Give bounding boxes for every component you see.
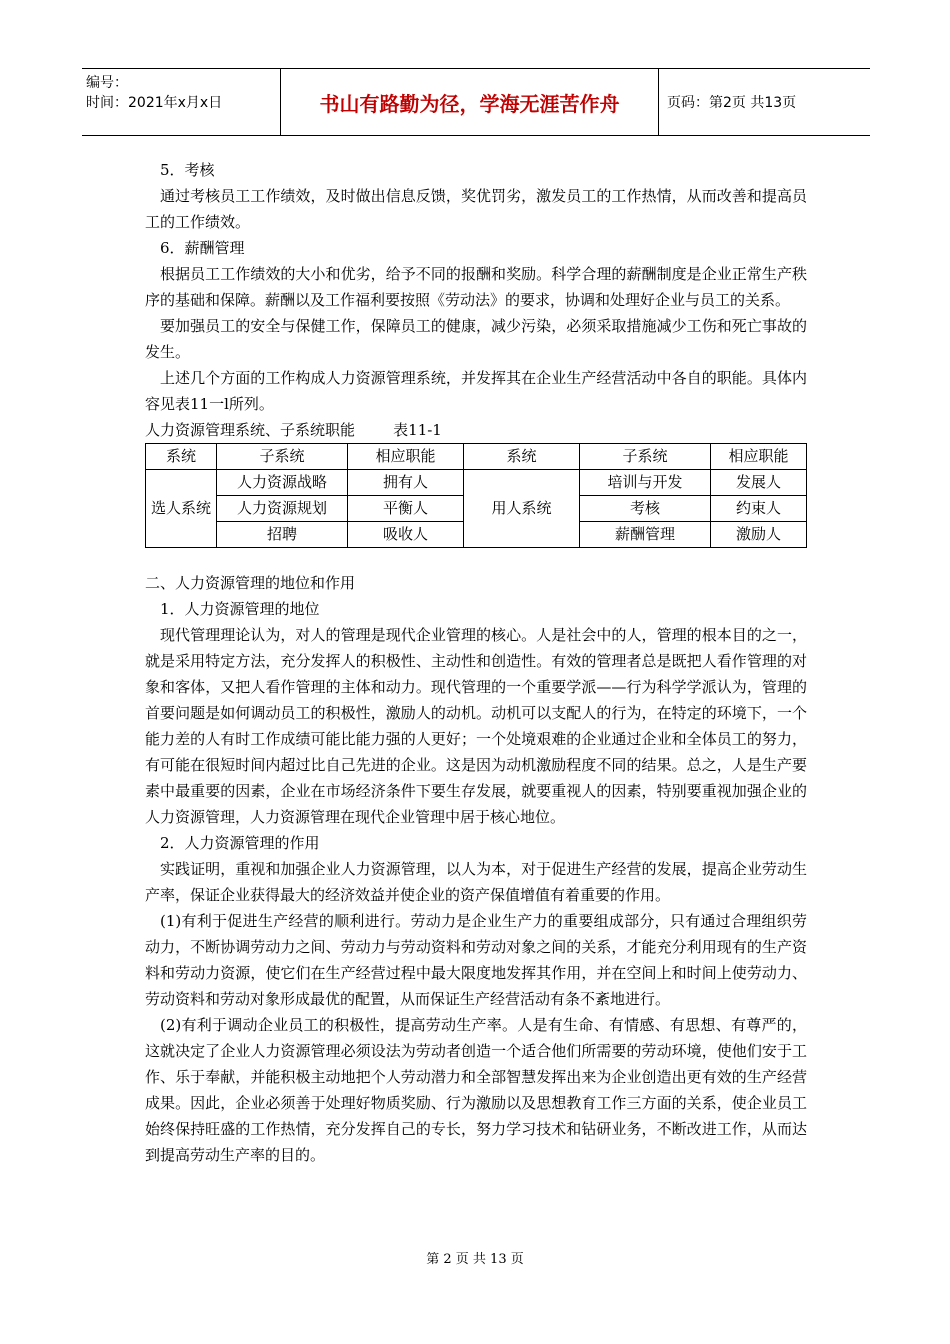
paragraph: 根据员工工作绩效的大小和优劣，给予不同的报酬和奖励。科学合理的薪酬制度是企业正常生产秩序的基础和保障。薪酬以及工作福利要按照《劳动法》的要求，协调和处理好企业与员工的关系。	[145, 265, 807, 309]
table-cell: 约束人	[711, 496, 807, 522]
section-heading: 6．薪酬管理	[160, 239, 245, 257]
table-cell: 拥有人	[348, 470, 464, 496]
paragraph: 上述几个方面的工作构成人力资源管理系统，并发挥其在企业生产经营活动中各自的职能。具体内容见表11一l所列。	[145, 369, 807, 413]
section-heading: 2．人力资源管理的作用	[160, 834, 320, 852]
paragraph: 通过考核员工工作绩效，及时做出信息反馈，奖优罚劣，激发员工的工作热情，从而改善和提高员工的工作绩效。	[145, 187, 807, 231]
table-cell-right-system: 用人系统	[464, 470, 580, 548]
header-meta	[82, 69, 281, 135]
header-page-info: 页码：第2页 共13页	[667, 95, 797, 111]
paragraph: 要加强员工的安全与保健工作，保障员工的健康，减少污染，必须采取措施减少工伤和死亡事故的发生。	[145, 317, 807, 361]
paragraph: 实践证明，重视和加强企业人力资源管理，以人为本，对于促进生产经营的发展，提高企业劳动生产率，保证企业获得最大的经济效益并使企业的资产保值增值有着重要的作用。	[145, 860, 807, 904]
table-cell: 培训与开发	[580, 470, 711, 496]
table-cell-left-system: 选人系统	[146, 470, 217, 548]
table-cell: 薪酬管理	[580, 522, 711, 548]
table-header-row	[146, 444, 807, 470]
section-heading: 1．人力资源管理的地位	[160, 600, 320, 618]
table-cell: 吸收人	[348, 522, 464, 548]
function-table	[145, 443, 807, 548]
paragraph: (1)有利于促进生产经营的顺利进行。劳动力是企业生产力的重要组成部分，只有通过合理组织劳动力，不断协调劳动力之间、劳动力与劳动资料和劳动对象之间的关系，才能充分利用现有的生产资料和劳动力资源，使它们在生产经营过程中最大限度地发挥其作用，并在空间上和时间上使劳动力、劳动资料和劳动对象形成最优的配置，从而保证生产经营活动有条不紊地进行。	[145, 912, 807, 1008]
page-header	[82, 68, 870, 136]
table-cell: 人力资源规划	[217, 496, 348, 522]
header-motto: 书山有路勤为径，学海无涯苦作舟	[281, 69, 659, 135]
spacer	[145, 548, 807, 570]
table-header-cell: 系统	[464, 444, 580, 470]
part-heading: 二、人力资源管理的地位和作用	[145, 574, 356, 592]
table-caption: 人力资源管理系统、子系统职能 表11-1	[145, 421, 442, 439]
table-header-cell: 相应职能	[348, 444, 464, 470]
table-header-cell: 相应职能	[711, 444, 807, 470]
section-heading: 5．考核	[160, 161, 215, 179]
table-header-cell: 子系统	[217, 444, 348, 470]
paragraph: 现代管理理论认为，对人的管理是现代企业管理的核心。人是社会中的人，管理的根本目的之一，就是采用特定方法，充分发挥人的积极性、主动性和创造性。有效的管理者总是既把人看作管理的对象和客体，又把人看作管理的主体和动力。现代管理的一个重要学派——行为科学学派认为，管理的首要问题是如何调动员工的积极性，激励人的动机。动机可以支配人的行为，在特定的环境下，一个能力差的人有时工作成绩可能比能力强的人更好；一个处境艰难的企业通过企业和全体员工的努力，有可能在很短时间内超过比自己先进的企业。这是因为动机激励程度不同的结果。总之，人是生产要素中最重要的因素，企业在市场经济条件下要生存发展，就要重视人的因素，特别要重视加强企业的人力资源管理，人力资源管理在现代企业管理中居于核心地位。	[145, 626, 807, 826]
doc-time-label: 时间：2021年x月x日	[86, 95, 223, 111]
table-cell: 激励人	[711, 522, 807, 548]
table-header-cell: 子系统	[580, 444, 711, 470]
table-row	[146, 470, 807, 496]
table-cell: 考核	[580, 496, 711, 522]
table-cell: 发展人	[711, 470, 807, 496]
table-header-cell: 系统	[146, 444, 217, 470]
table-cell: 平衡人	[348, 496, 464, 522]
doc-number-label: 编号：	[86, 75, 128, 91]
table-cell: 人力资源战略	[217, 470, 348, 496]
document-body	[145, 157, 807, 1168]
paragraph: (2)有利于调动企业员工的积极性，提高劳动生产率。人是有生命、有情感、有思想、有尊严的，这就决定了企业人力资源管理必须设法为劳动者创造一个适合他们所需要的劳动环境，使他们安于工作、乐于奉献，并能积极主动地把个人劳动潜力和全部智慧发挥出来为企业创造出更有效的生产经营成果。因此，企业必须善于处理好物质奖励、行为激励以及思想教育工作三方面的关系，使企业员工始终保持旺盛的工作热情，充分发挥自己的专长，努力学习技术和钻研业务，不断改进工作，从而达到提高劳动生产率的目的。	[145, 1016, 807, 1164]
table-cell: 招聘	[217, 522, 348, 548]
page-footer: 第 2 页 共 13 页	[426, 1252, 524, 1267]
